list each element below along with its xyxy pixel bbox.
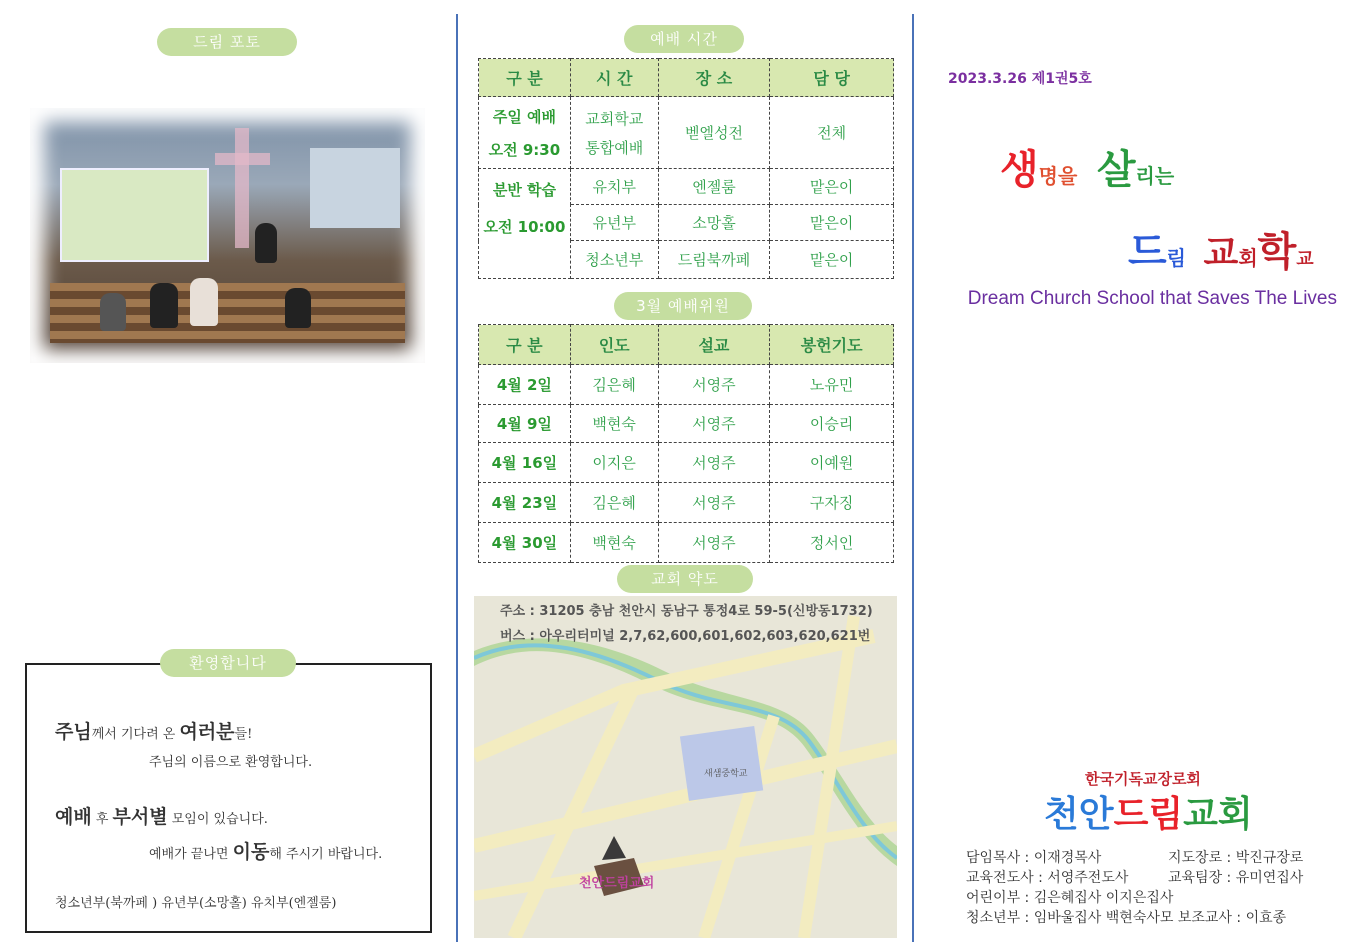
english-slogan: Dream Church School that Saves The Lives (967, 288, 1337, 309)
worship-photo (30, 108, 425, 363)
sunday-worship-cell: 주일 예배 오전 9:30 (479, 97, 571, 169)
slogan-line-1: 생명을 살리는 (1000, 147, 1175, 193)
welcome-line-4: 예배가 끝나면 이동해 주시기 바랍니다. (149, 841, 383, 863)
header-leader: 인도 (570, 325, 658, 365)
map-school-label: 새샘중학교 (704, 769, 748, 779)
staff-row: 담임목사 : 이재경목사 지도장로 : 박진규장로 (966, 850, 1304, 866)
map-church-label: 천안드림교회 (579, 876, 655, 891)
committee-label: 3월 예배위원 (614, 292, 752, 320)
table-row (479, 443, 894, 483)
welcome-line-1: 주님께서 기다려 온 여러분들! (55, 721, 253, 743)
church-map (474, 596, 897, 938)
table-cell: 서영주 (658, 483, 770, 523)
welcome-box (25, 663, 432, 933)
table-cell: 4월 16일 (479, 443, 571, 483)
sunday-worship-time: 교회학교 통합예배 (570, 97, 658, 169)
photo-label: 드림 포토 (157, 28, 297, 56)
table-cell: 서영주 (658, 443, 770, 483)
committee-table (478, 324, 894, 563)
slogan-line-2: 드림 교회학교 (1128, 229, 1314, 275)
divider-right (912, 14, 914, 942)
table-row: 유치부 (570, 169, 658, 205)
table-cell: 맡은이 (770, 205, 894, 241)
header-lead: 담 당 (770, 59, 894, 97)
divider-left (456, 14, 458, 942)
table-cell: 이승리 (770, 405, 894, 443)
table-cell: 맡은이 (770, 169, 894, 205)
welcome-departments: 청소년부(북까페 ) 유년부(소망홀) 유치부(엔젤룸) (55, 896, 337, 911)
table-cell: 4월 30일 (479, 523, 571, 563)
table-row: 유년부 (570, 205, 658, 241)
table-cell: 노유민 (770, 365, 894, 405)
worship-schedule-table (478, 58, 894, 279)
table-cell: 백현숙 (570, 405, 658, 443)
church-address: 주소 : 31205 충남 천안시 동남구 통정4로 59-5(신방동1732) (500, 604, 873, 619)
table-cell: 이예원 (770, 443, 894, 483)
welcome-line-2: 주님의 이름으로 환영합니다. (149, 755, 313, 770)
sunday-worship-lead: 전체 (770, 97, 894, 169)
staff-row: 청소년부 : 임바울집사 백현숙사모 보조교사 : 이효종 (966, 910, 1287, 926)
header-place: 장 소 (658, 59, 770, 97)
welcome-line-3: 예배 후 부서별 모임이 있습니다. (55, 806, 268, 828)
table-cell: 김은혜 (570, 483, 658, 523)
table-cell: 백현숙 (570, 523, 658, 563)
table-row (479, 365, 894, 405)
sunday-worship-place: 벧엘성전 (658, 97, 770, 169)
table-cell: 4월 2일 (479, 365, 571, 405)
issue-date: 2023.3.26 제1권5호 (948, 71, 1092, 87)
bus-info: 버스 : 아우리터미널 2,7,62,600,601,602,603,620,621번 (500, 629, 871, 644)
table-cell: 드림북까페 (658, 241, 770, 279)
table-cell: 서영주 (658, 405, 770, 443)
map-label: 교회 약도 (617, 565, 753, 593)
table-cell: 4월 23일 (479, 483, 571, 523)
header-category: 구 분 (479, 325, 571, 365)
header-offering-prayer: 봉헌기도 (770, 325, 894, 365)
table-cell: 김은혜 (570, 365, 658, 405)
table-row (479, 483, 894, 523)
denomination: 한국기독교장로회 (1085, 770, 1201, 788)
header-sermon: 설교 (658, 325, 770, 365)
table-cell: 정서인 (770, 523, 894, 563)
table-cell: 구자징 (770, 483, 894, 523)
header-time: 시 간 (570, 59, 658, 97)
staff-row: 교육전도사 : 서영주전도사 교육팀장 : 유미연집사 (966, 870, 1304, 886)
table-row (479, 405, 894, 443)
table-cell: 엔젤룸 (658, 169, 770, 205)
church-name: 천안드림교회 (1044, 794, 1253, 835)
worship-time-label: 예배 시간 (624, 25, 744, 53)
table-row (479, 523, 894, 563)
staff-row: 어린이부 : 김은혜집사 이지은집사 (966, 890, 1174, 906)
class-study-cell: 분반 학습 오전 10:00 (479, 169, 571, 279)
staff-list (966, 848, 1303, 928)
table-cell: 서영주 (658, 523, 770, 563)
table-cell: 맡은이 (770, 241, 894, 279)
header-category: 구 분 (479, 59, 571, 97)
table-cell: 4월 9일 (479, 405, 571, 443)
welcome-label: 환영합니다 (160, 649, 296, 677)
table-cell: 서영주 (658, 365, 770, 405)
table-cell: 이지은 (570, 443, 658, 483)
table-cell: 소망홀 (658, 205, 770, 241)
table-row: 청소년부 (570, 241, 658, 279)
